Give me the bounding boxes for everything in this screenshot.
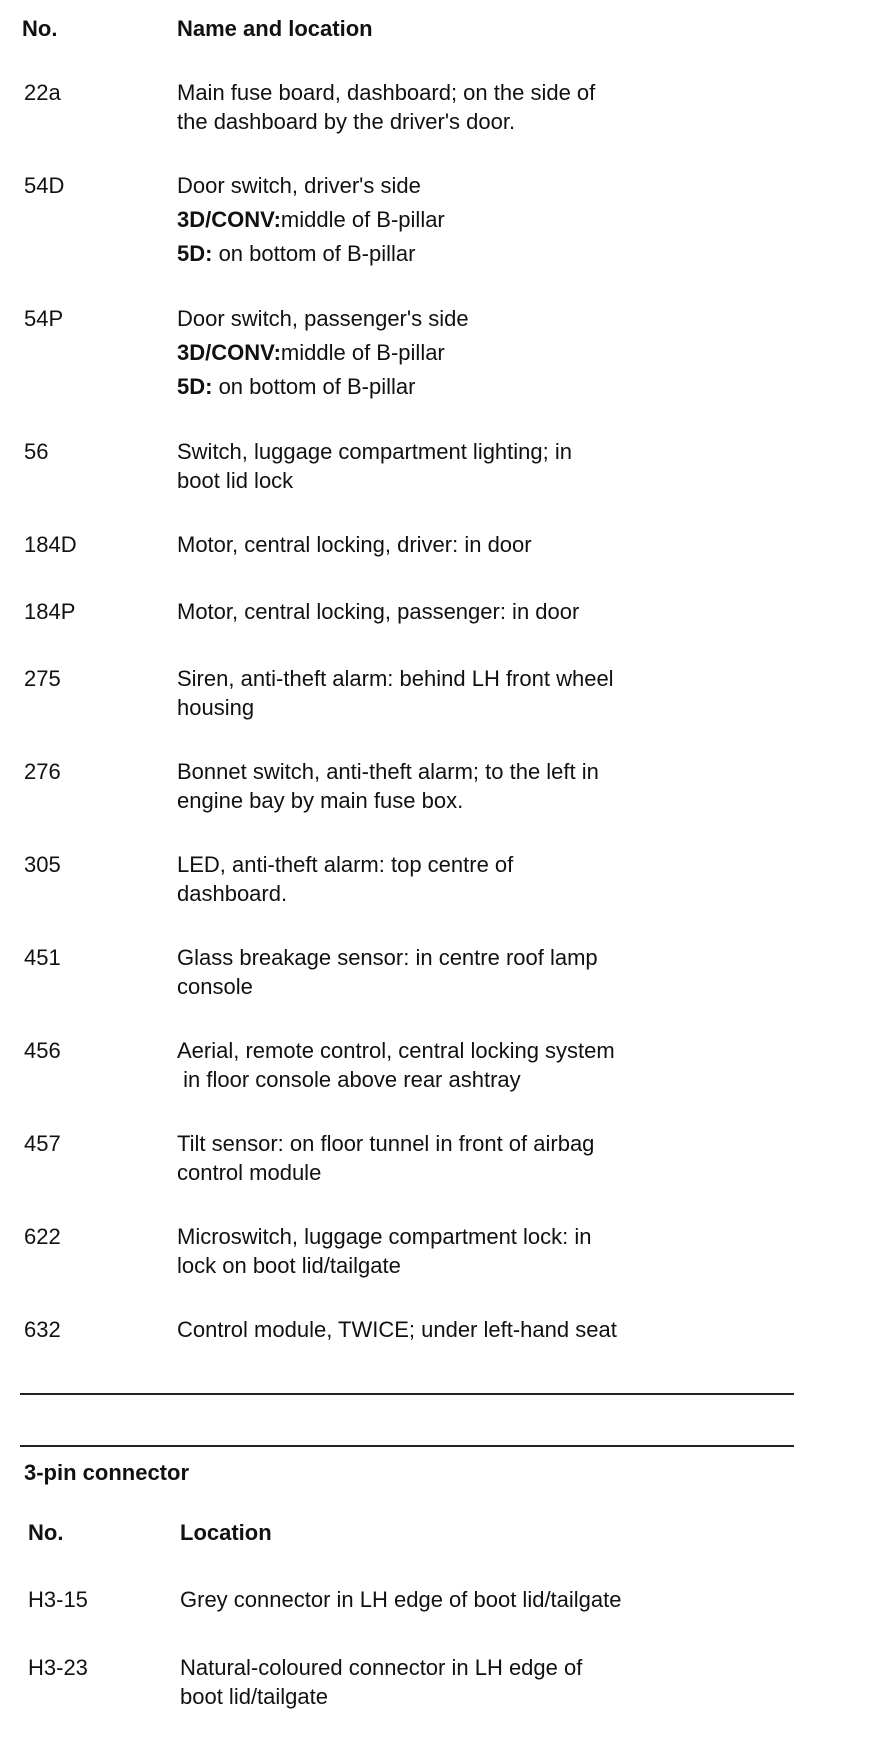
component-number: 54P	[24, 306, 64, 331]
connector-number: H3-23	[28, 1655, 88, 1680]
component-description: Door switch, driver's side	[177, 173, 421, 198]
variant-value: middle of B-pillar	[280, 340, 445, 365]
component-description: Aerial, remote control, central locking system in floor console above rear ashtray	[177, 1038, 615, 1092]
component-description: Switch, luggage compartment lighting; in boot lid lock	[177, 439, 572, 493]
component-number: 632	[24, 1317, 61, 1342]
component-number: 622	[24, 1224, 61, 1249]
variant-label: 3D/CONV:	[177, 340, 281, 365]
component-description: Glass breakage sensor: in centre roof lamp console	[177, 945, 598, 999]
variant-line	[177, 239, 737, 268]
connector-section-title: 3-pin connector	[24, 1460, 190, 1485]
header-name-location: Name and location	[177, 16, 373, 41]
connector-location: Natural-coloured connector in LH edge of boot lid/tailgate	[180, 1655, 583, 1709]
component-number: 56	[24, 439, 49, 464]
component-description: LED, anti-theft alarm: top centre of dashboard.	[177, 852, 514, 906]
component-description: Control module, TWICE; under left-hand seat	[177, 1317, 617, 1342]
header-no: No.	[22, 16, 58, 41]
component-description: Motor, central locking, driver: in door	[177, 532, 532, 557]
component-number: 457	[24, 1131, 61, 1156]
component-number: 275	[24, 666, 61, 691]
component-number: 451	[24, 945, 61, 970]
component-description: Tilt sensor: on floor tunnel in front of airbag control module	[177, 1131, 595, 1185]
component-description: Siren, anti-theft alarm: behind LH front wheel housing	[177, 666, 614, 720]
component-description: Microswitch, luggage compartment lock: in lock on boot lid/tailgate	[177, 1224, 592, 1278]
component-number: 54D	[24, 173, 65, 198]
variant-label: 5D:	[177, 374, 213, 399]
connector-number: H3-15	[28, 1587, 88, 1612]
section-divider	[20, 1445, 794, 1447]
variant-label: 3D/CONV:	[177, 207, 281, 232]
component-description: Motor, central locking, passenger: in door	[177, 599, 580, 624]
variant-line	[177, 372, 737, 401]
component-number: 184D	[24, 532, 77, 557]
variant-line	[177, 205, 737, 234]
component-number: 22a	[24, 80, 61, 105]
connector-location: Grey connector in LH edge of boot lid/tailgate	[180, 1587, 622, 1612]
variant-value: on bottom of B-pillar	[212, 374, 416, 399]
component-description: Main fuse board, dashboard; on the side of the dashboard by the driver's door.	[177, 80, 596, 134]
variant-value: middle of B-pillar	[280, 207, 445, 232]
component-number: 276	[24, 759, 61, 784]
component-number: 305	[24, 852, 61, 877]
variant-label: 5D:	[177, 241, 213, 266]
component-number: 184P	[24, 599, 76, 624]
component-description-block	[177, 304, 737, 401]
connector-header-no: No.	[28, 1520, 64, 1545]
variant-value: on bottom of B-pillar	[212, 241, 416, 266]
variant-line	[177, 338, 737, 367]
component-number: 456	[24, 1038, 61, 1063]
component-description-block	[177, 171, 737, 268]
component-description: Door switch, passenger's side	[177, 306, 469, 331]
connector-header-location: Location	[180, 1520, 272, 1545]
component-description: Bonnet switch, anti-theft alarm; to the left in engine bay by main fuse box.	[177, 759, 599, 813]
section-divider	[20, 1393, 794, 1395]
